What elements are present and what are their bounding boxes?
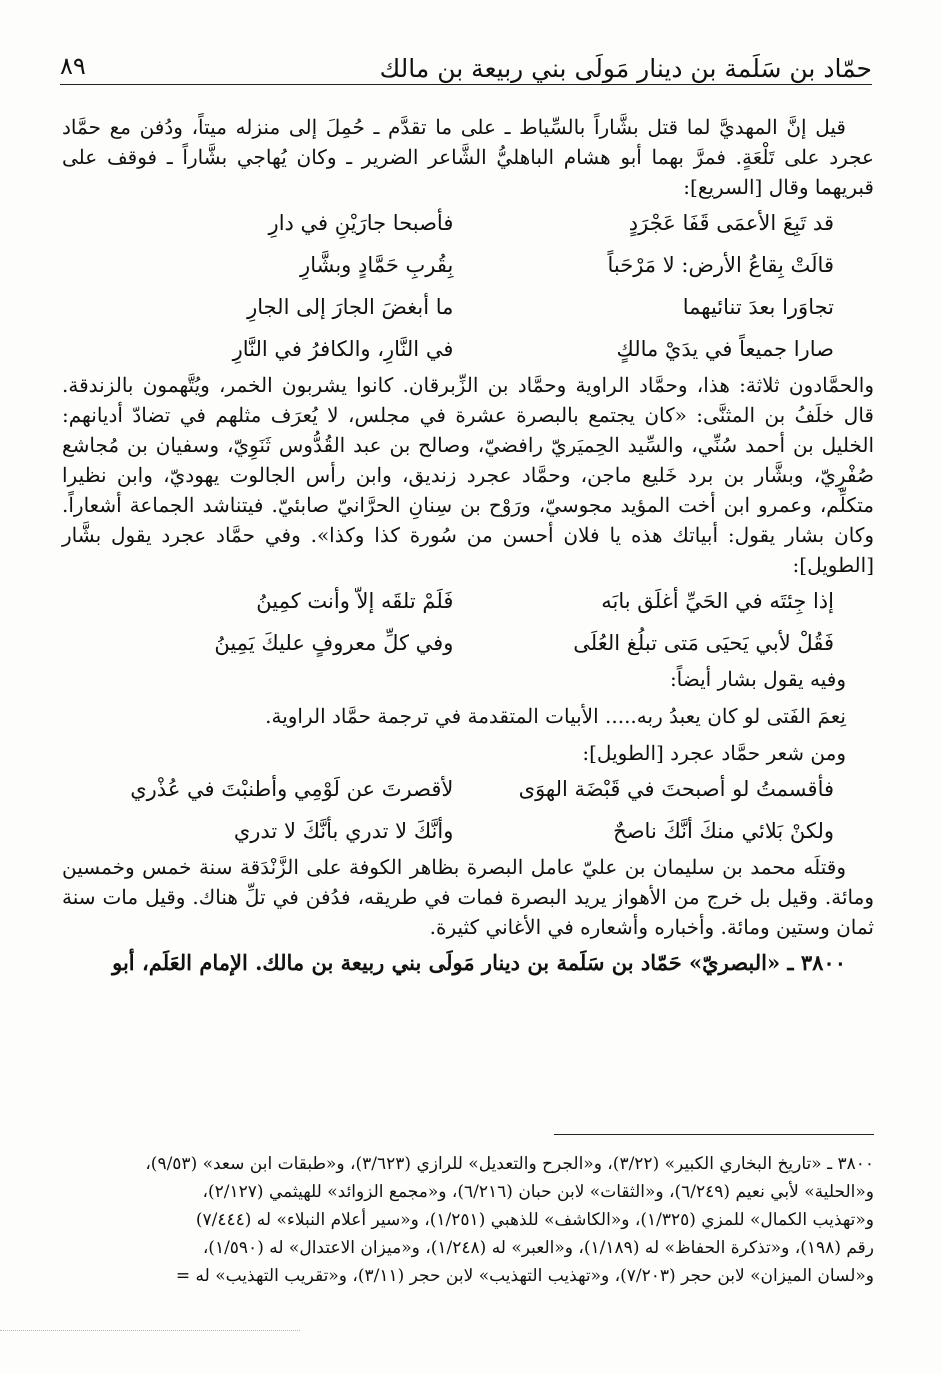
hemistich: قالَتْ بِقاعُ الأرض: لا مَرْحَباً: [607, 253, 834, 277]
page-number: ٨٩: [60, 52, 86, 80]
hemistich: وأنَّكَ لا تدري بأنَّكَ لا تدري: [233, 819, 454, 843]
running-header: [60, 44, 872, 85]
paragraph: وفيه يقول بشار أيضاً:: [669, 667, 846, 691]
hemistich: فَقُلْ لأبي يَحيَى مَتى تبلُغ العُلَى: [573, 631, 834, 655]
verse-line: [62, 768, 874, 810]
hemistich: فأصبحا جارَيْنِ في دارِ: [268, 211, 454, 235]
main-text: [62, 112, 874, 999]
verse-line: [62, 244, 874, 286]
verse-line: [62, 622, 874, 664]
footnote-line: و«تهذيب الكمال» للمزي (١/٣٢٥)، و«الكاشف» للذهبي (١/٢٥١)، و«سير أعلام النبلاء» له (٧/٤٤٤): [195, 1210, 874, 1230]
footnotes: [50, 1150, 874, 1290]
verse-line: [62, 810, 874, 852]
hemistich: صارا جميعاً في يدَيْ مالكٍ: [616, 337, 834, 361]
verse-line: [62, 580, 874, 622]
poem: [62, 580, 874, 664]
header-title: حمّاد بن سَلَمة بن دينار مَولَى بني ربيعة بن مالك: [379, 54, 872, 83]
hemistich: ولكنْ بَلائي منكَ أنَّكَ ناصحٌ: [613, 819, 834, 843]
paragraph: قيل إنَّ المهديَّ لما قتل بشَّاراً بالسِّياط ـ على ما تقدَّم ـ حُمِلَ إلى منزله ميتاً، ودُفن مع حمَّاد عجرد على تَلْعَةٍ. فمرَّ بهما أبو هشام الباهليُّ الشَّاعر الضرير ـ وكان يُهاجي بشَّاراً ـ فوقف على قبريهما وقال [السريع]:: [62, 115, 874, 199]
paragraph: ومن شعر حمَّاد عجرد [الطويل]:: [582, 741, 846, 765]
verse-line: [62, 328, 874, 370]
hemistich: إذا جِئتَه في الحَيِّ أغلَق بابَه: [601, 589, 834, 613]
hemistich: تجاوَرا بعدَ تنائيهما: [682, 295, 834, 319]
biography-heading: ٣٨٠٠ ـ «البصريّ» حَمّاد بن سَلَمة بن دينار مَولَى بني ربيعة بن مالك. الإمام العَلَم، أبو: [112, 950, 846, 975]
footnote-line: ٣٨٠٠ ـ «تاريخ البخاري الكبير» (٣/٢٢)، و«الجرح والتعديل» للرازي (٣/٦٢٣)، و«طبقات ابن سعد» (٩/٥٣)،: [145, 1154, 874, 1174]
verse-line: [62, 286, 874, 328]
footnote-line: رقم (١٩٨)، و«تذكرة الحفاظ» له (١/١٨٩)، و«العبر» له (١/٢٤٨)، و«ميزان الاعتدال» له (١/٥٩٠)،: [202, 1238, 874, 1258]
hemistich: وفي كلِّ معروفٍ عليكَ يَمِينُ: [214, 631, 454, 655]
hemistich: بِقُربِ حَمَّادٍ وبشَّارِ: [300, 253, 454, 277]
footnote-separator: [554, 1134, 874, 1135]
hemistich: فَلَمْ تلقَه إلاّ وأنت كمِينُ: [256, 589, 454, 613]
hemistich: في النَّارِ، والكافرُ في النَّارِ: [232, 337, 454, 361]
quoted-note: نِعمَ الفَتى لو كان يعبدُ ربه..... الأبيات المتقدمة في ترجمة حمَّاد الراوية.: [265, 704, 846, 728]
hemistich: قد تَبِعَ الأعمَى قَفَا عَجْرَدٍ: [628, 211, 834, 235]
scan-noise: [0, 1330, 300, 1341]
footnote-line: و«لسان الميزان» لابن حجر (٧/٢٠٣)، و«تهذيب التهذيب» لابن حجر (٣/١١)، و«تقريب التهذيب» له =: [175, 1266, 874, 1286]
verse-line: [62, 202, 874, 244]
hemistich: فأقسمتُ لو أصبحتَ في قَبْضَة الهوَى: [518, 777, 834, 801]
footnote-line: و«الحلية» لأبي نعيم (٦/٢٤٩)، و«الثقات» لابن حبان (٦/٢١٦)، و«مجمع الزوائد» للهيثمي (٢/١٢٧)،: [202, 1182, 874, 1202]
hemistich: لأقصرتَ عن لَوْمِي وأطنبْتَ في عُذْري: [130, 777, 454, 801]
paragraph: وقتلَه محمد بن سليمان بن عليّ عامل البصرة بظاهر الكوفة على الزَّنْدَقة سنة خمس وخمسين ومائة. وقيل بل خرج من الأهواز يريد البصرة فمات في طريقه، فدُفن في تلِّ هناك. وقيل مات سنة ثمان وستين ومائة. وأخباره وأشعاره في الأغاني كثيرة.: [62, 855, 874, 939]
hemistich: ما أبغضَ الجارَ إلى الجارِ: [247, 295, 454, 319]
poem: [62, 768, 874, 852]
poem: [62, 202, 874, 370]
paragraph: والحمَّادون ثلاثة: هذا، وحمَّاد الراوية وحمَّاد بن الزِّبرقان. كانوا يشربون الخمر، ويُتَّهمون بالزندقة. قال خلَفُ بن المثنَّى: «كان يجتمع بالبصرة عشرة في مجلس، لا يُعرَف مثلهم في تضادّ أديانهم: الخليل بن أحمد سُنِّي، والسِّيد الحِميَريّ رافضيّ، وصالح بن عبد القُدُّوس ثَنَوِيّ، وسفيان بن مُجاشع صُفْرِيّ، وبشَّار بن برد خَليع ماجن، وحمَّاد عجرد زنديق، وابن رأس الجالوت يهوديّ، وابن نظيرا متكلِّم، وعمرو ابن أخت المؤيد مجوسيّ، ورَوْح بن سِنانِ الحرَّانيّ صابئيّ. فيتناشد الجماعة أشعاراً. وكان بشار يقول: أبياتك هذه يا فلان أحسن من سُورة كذا وكذا». وفي حمَّاد عجرد يقول بشَّار [الطويل]:: [62, 373, 875, 577]
